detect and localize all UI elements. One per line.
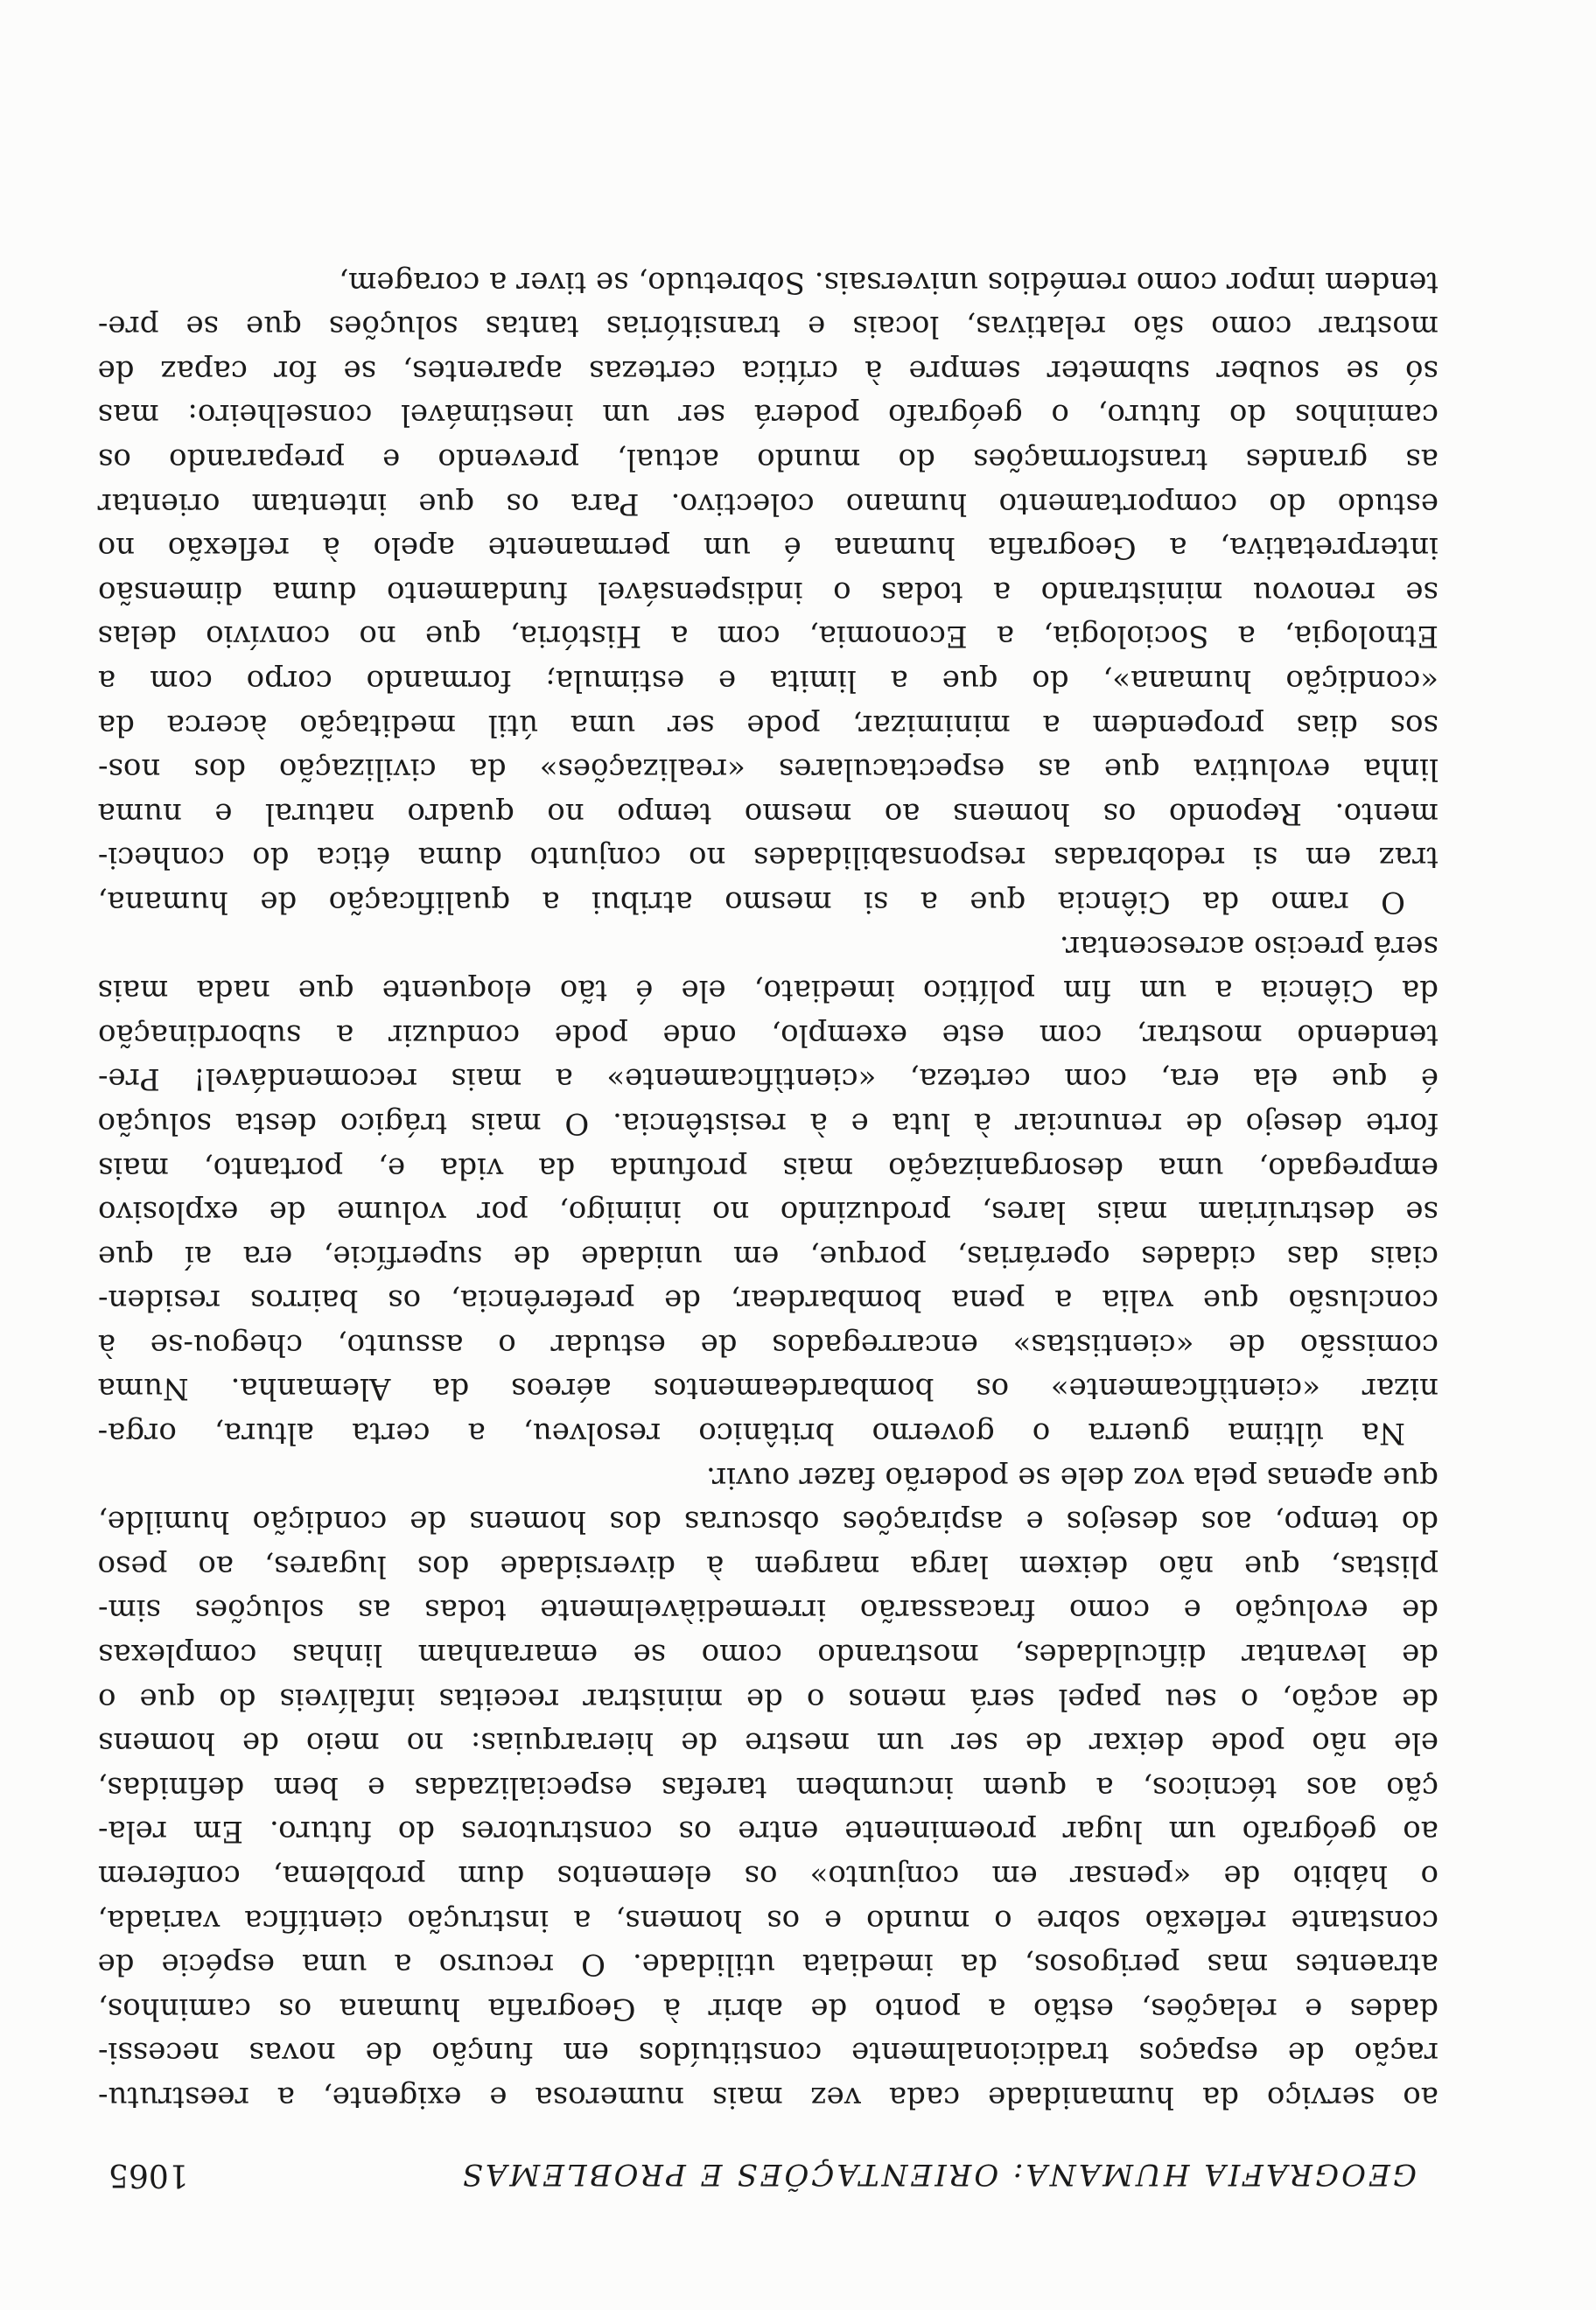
text-line: estudo do comportamento humano colectivo. Para os que intentam orientar — [97, 486, 1438, 522]
text-line: ao serviço da humanidade cada vez mais numerosa e exigente, a reestrutu- — [98, 2080, 1438, 2115]
text-line: Etnologia, a Sociologia, a Economia, com a História, que no convívio delas — [97, 619, 1438, 654]
running-title: GEOGRAFIA HUMANA: ORIENTAÇÕES E PROBLEMAS — [459, 2157, 1417, 2192]
text-line: que apenas pela voz dele se poderão fazer ouvir. — [705, 1460, 1438, 1495]
text-line: se destruíriam mais lares, produzindo no inimigo, por volume de explosivo — [98, 1194, 1438, 1230]
text-line: ao geógrafo um lugar proeminente entre os construtores do futuro. Em rela- — [98, 1814, 1438, 1850]
paragraph — [98, 924, 1438, 1455]
text-line: nizar «cientìficamente» os bombardeamentos aéreos da Alemanha. Numa — [97, 1371, 1438, 1407]
text-line: sos dias propendem a minimizar, pode ser uma útil meditação àcerca da — [97, 707, 1438, 743]
text-line: ração de espaços tradicionalmente constituídos em função de novas necessi- — [98, 2035, 1438, 2071]
text-line: comissão de «cientistas» encarregados de estudar o assunto, chegou-se à — [97, 1326, 1438, 1362]
text-line: traz em si redobradas responsabilidades no conjunto duma ética do conheci- — [97, 840, 1438, 876]
text-line: de levantar dificuldades, mostrando como se emaranham linhas complexas — [98, 1637, 1438, 1673]
text-line: atraentes mas perigosos, da imediata utilidade. O recurso a uma espécie de — [97, 1947, 1438, 1983]
text-line: dades e relações, estão a ponto de abrir à Geografia humana os caminhos, — [98, 1991, 1438, 2026]
text-line: «condição humana», do que a limita e estimula; formando corpo com a — [98, 663, 1438, 698]
text-line: é que ela era, com certeza, «cientìficamente» a mais recomendável! Pre- — [98, 1061, 1438, 1097]
text-line: de acção, o seu papel será menos o de ministrar receitas infalíveis do que o — [98, 1681, 1438, 1717]
text-line: conclusão que valia a pena bombardear, de preferência, os bairros residen- — [98, 1283, 1438, 1319]
text-line: ção aos técnicos, a quem incumbem tarefas especializadas e bem definidas, — [97, 1769, 1438, 1805]
text-line: de evolução e como fracassarão irremediàvelmente todas as soluções sim- — [98, 1592, 1438, 1628]
text-line: só se souber submeter sempre à crítica certezas aparentes, se for capaz de — [97, 353, 1438, 388]
text-line: o hábito de «pensar em conjunto» os elementos dum problema, conferem — [97, 1858, 1438, 1894]
text-line: linha evolutiva que as espectaculares «realizações» da civilização dos nos- — [98, 752, 1438, 788]
paragraph — [98, 260, 1438, 924]
text-line: empregado, uma desorganização mais profunda da vida e, portanto, mais — [98, 1150, 1438, 1186]
text-line: constante reflexão sobre o mundo e os homens, a instrução científica variada, — [97, 1902, 1438, 1938]
text-line: será preciso acrescentar. — [1059, 928, 1438, 964]
text-line: tendem impor como remédios universais. Sobretudo, se tiver a coragem, — [339, 264, 1438, 300]
text-line: mento. Repondo os homens ao mesmo tempo no quadro natural e numa — [97, 795, 1438, 831]
text-line: interpretativa, a Geografia humana é um permanente apelo à reflexão no — [97, 530, 1438, 566]
text-line: O ramo da Ciência que a si mesmo atribui a qualificação de humana, — [97, 884, 1405, 920]
text-line: ele não pode deixar de ser um mestre de hierarquias: no meio de homens — [98, 1726, 1438, 1761]
text-line: ciais das cidades operárias, porque, em unidade de superfície, era aí que — [98, 1238, 1438, 1274]
page-header — [108, 2154, 1417, 2194]
text-line: se renovou ministrando a todas o indispensável fundamento duma dimensão — [98, 574, 1438, 610]
text-line: do tempo, aos desejos e aspirações obscuras dos homens de condição humilde, — [98, 1504, 1438, 1540]
text-line: da Ciência a um fim político imediato, ele é tão eloquente que nada mais — [97, 973, 1438, 1009]
text-line: tendendo mostrar, com este exemplo, onde pode conduzir a subordinação — [98, 1017, 1438, 1053]
text-line: forte desejo de renunciar à luta e à resistência. O mais trágico desta solução — [97, 1105, 1438, 1141]
text-line: mostrar como são relativas, locais e transitórias tantas soluções que se pre- — [97, 309, 1438, 345]
text-line: Na última guerra o governo britânico resolveu, a certa altura, orga- — [97, 1416, 1405, 1452]
text-line: as grandes transformações do mundo actual, prevendo e preparando os — [98, 442, 1438, 478]
text-line: plistas, que não deixem larga margem à diversidade dos lugares, ao peso — [97, 1548, 1438, 1584]
paragraph — [98, 1455, 1438, 2119]
body-text — [98, 260, 1438, 2119]
text-line: caminhos do futuro, o geógrafo poderá ser um inestimável conselheiro: mas — [97, 397, 1438, 433]
page-number: 1065 — [108, 2157, 189, 2193]
